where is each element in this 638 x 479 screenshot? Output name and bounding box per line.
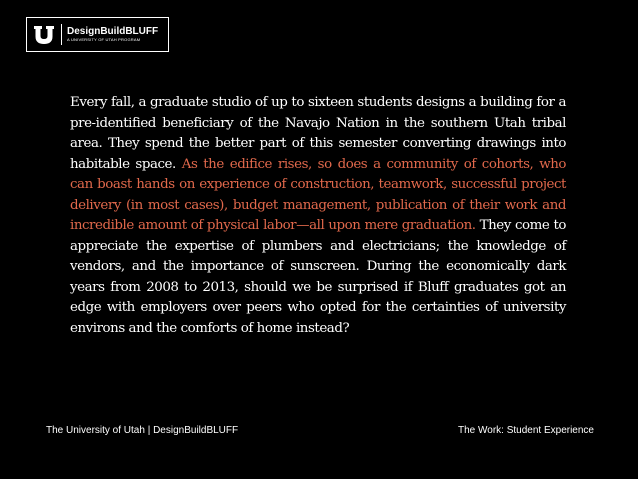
university-of-utah-u-icon [27, 18, 61, 51]
logo-wordmark [67, 26, 158, 43]
logo-name: DesignBuildBLUFF [67, 26, 159, 37]
logo-divider [61, 24, 62, 45]
logo-subtitle: A UNIVERSITY OF UTAH PROGRAM [67, 37, 141, 42]
designbuildbluff-logo [26, 17, 169, 52]
body-paragraph [70, 93, 566, 339]
body-text-intro: Every fall, a graduate studio of up to sixteen students designs a building for a pre-identified beneficiary of the Navajo Nation in the southern Utah tribal area. They spend the better part of this semester converting drawings into habitable space. [70, 95, 566, 172]
body-text-highlight: As the edifice rises, so does a community of cohorts, who can boast hands on experience of construction, teamwork, successful project delivery (in most cases), budget management, publication of their work and incredible amount of physical labor—all upon mere graduation. [70, 156, 567, 233]
body-text-conclusion: They come to appreciate the expertise of plumbers and electricians; the knowledge of vendors, and the importance of sunscreen. During the economically dark years from 2008 to 2013, should we be surprised if Bluff graduates got an edge with employers over peers who opted for the certainties of university environs and the comforts of home instead? [70, 218, 566, 336]
footer-right: The Work: Student Experience [458, 425, 594, 436]
footer-left: The University of Utah | DesignBuildBLUFF [46, 425, 239, 436]
